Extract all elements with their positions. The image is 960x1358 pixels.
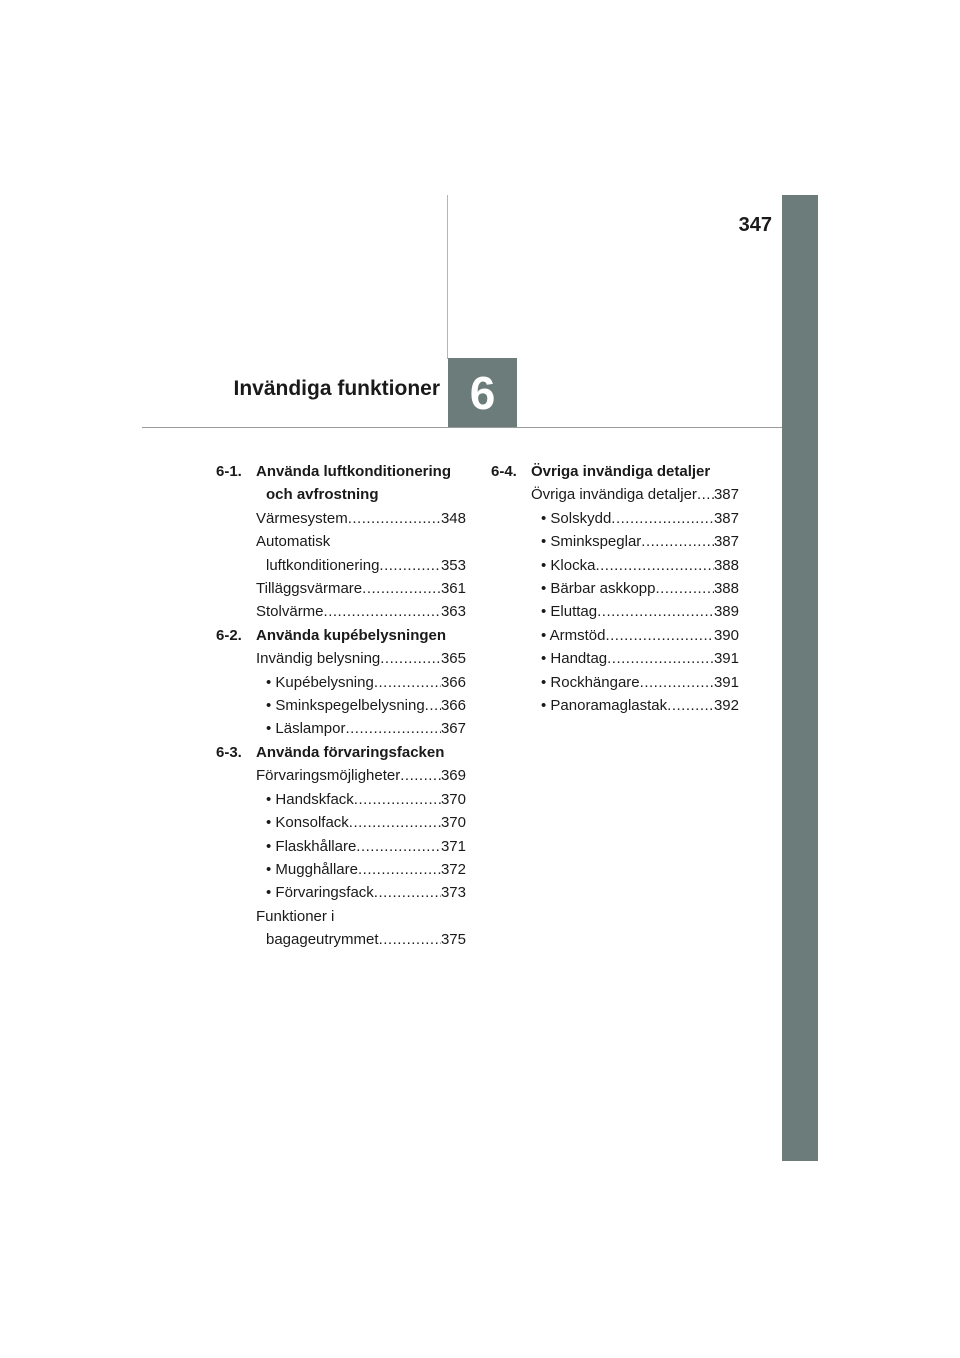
toc-entry — [216, 881, 466, 904]
toc-section-number: 6-4. — [491, 463, 517, 480]
toc-entry-text: • Bärbar askkopp — [541, 580, 656, 598]
toc-entry-page: 367 — [440, 720, 466, 738]
toc-entry — [491, 671, 739, 694]
header-divider-horizontal — [142, 427, 782, 428]
toc-entry-page: 392 — [713, 697, 739, 715]
toc-entry-page: 387 — [713, 486, 739, 504]
toc-entry — [491, 647, 739, 670]
toc-entry-page: 353 — [440, 556, 466, 574]
toc-entry — [216, 507, 466, 530]
toc-entry-text-continued: luftkonditionering — [266, 556, 380, 574]
toc-right-column — [491, 460, 739, 717]
toc-leader-dots — [374, 881, 441, 904]
toc-entry — [491, 507, 739, 530]
toc-leader-dots — [362, 577, 441, 600]
toc-left-column — [216, 460, 466, 952]
toc-entry-page: 387 — [713, 533, 739, 551]
toc-section-title: Använda kupébelysningen — [256, 626, 447, 644]
toc-entry-page: 372 — [440, 860, 466, 878]
toc-section-title: Använda luftkonditionering och avfrostning — [256, 463, 451, 504]
toc-leader-dots — [349, 811, 441, 834]
toc-entry — [216, 858, 466, 881]
chapter-number-box — [448, 358, 517, 427]
toc-entry-text: • Rockhängare — [541, 673, 640, 691]
toc-entry-text: • Sminkspeglar — [541, 533, 642, 551]
toc-section-number: 6-1. — [216, 463, 242, 480]
toc-entry — [216, 577, 466, 600]
toc-leader-dots — [345, 717, 441, 740]
toc-entry-page: 390 — [713, 626, 739, 644]
toc-entry — [216, 905, 466, 952]
toc-section-heading — [216, 741, 466, 764]
toc-entry-page: 366 — [440, 697, 466, 715]
toc-leader-dots — [697, 483, 714, 506]
toc-entry — [491, 577, 739, 600]
toc-section-number: 6-3. — [216, 743, 242, 761]
toc-leader-dots — [380, 647, 441, 670]
toc-entry — [491, 694, 739, 717]
toc-entry-page: 366 — [440, 673, 466, 691]
toc-entry-text: Stolvärme — [256, 603, 324, 621]
toc-entry — [491, 624, 739, 647]
toc-entry-text: • Klocka — [541, 556, 596, 574]
toc-leader-dots — [655, 577, 713, 600]
toc-entry-page: 373 — [440, 884, 466, 902]
toc-section-title: Övriga invändiga detaljer — [531, 463, 711, 480]
toc-entry-continuation — [256, 554, 466, 577]
toc-entry-text: • Mugghållare — [266, 860, 358, 878]
toc-section-heading — [216, 624, 466, 647]
toc-entry-page: 369 — [440, 767, 466, 785]
toc-leader-dots — [667, 694, 714, 717]
toc-leader-dots — [356, 835, 441, 858]
toc-leader-dots — [379, 554, 441, 577]
toc-entry-page: 389 — [713, 603, 739, 621]
toc-entry — [216, 694, 466, 717]
toc-leader-dots — [605, 624, 714, 647]
toc-leader-dots — [595, 554, 714, 577]
chapter-side-tab — [782, 195, 818, 1161]
toc-entry — [216, 835, 466, 858]
toc-section-title: Använda förvaringsfacken — [256, 743, 445, 761]
toc-entry — [216, 788, 466, 811]
toc-leader-dots — [379, 928, 441, 951]
toc-entry-page: 375 — [440, 931, 466, 949]
toc-entry-page: 391 — [713, 673, 739, 691]
page-number: 347 — [738, 214, 772, 236]
toc-leader-dots — [348, 507, 441, 530]
toc-section-heading — [216, 460, 466, 507]
toc-entry — [216, 717, 466, 740]
toc-entry-text: • Handskfack — [266, 790, 354, 808]
toc-entry-page: 388 — [713, 556, 739, 574]
toc-entry-page: 370 — [440, 814, 466, 832]
header-divider-vertical — [447, 195, 448, 359]
chapter-number: 6 — [469, 366, 496, 419]
toc-entry-page: 370 — [440, 790, 466, 808]
toc-entry-text: Övriga invändiga detaljer — [531, 486, 697, 504]
toc-entry — [491, 530, 739, 553]
toc-leader-dots — [374, 671, 441, 694]
toc-entry-page: 391 — [713, 650, 739, 668]
toc-entry-text: • Kupébelysning — [266, 673, 374, 691]
toc-entry — [216, 764, 466, 787]
toc-entry-page: 387 — [713, 509, 739, 527]
toc-entry-text: Värmesystem — [256, 509, 348, 527]
toc-entry-text: • Panoramaglastak — [541, 697, 668, 715]
toc-entry-text: Tilläggsvärmare — [256, 580, 363, 598]
toc-entry-text: Förvaringsmöjligheter — [256, 767, 401, 785]
toc-entry — [216, 811, 466, 834]
toc-entry-text: • Eluttag — [541, 603, 598, 621]
toc-leader-dots — [607, 647, 714, 670]
toc-entry — [216, 600, 466, 623]
toc-leader-dots — [358, 858, 441, 881]
toc-entry — [216, 530, 466, 577]
toc-entry — [491, 483, 739, 506]
toc-leader-dots — [324, 600, 441, 623]
toc-entry-text: • Sminkspegelbelysning — [266, 697, 425, 715]
toc-entry-text: • Armstöd — [541, 626, 606, 644]
toc-entry-page: 361 — [440, 580, 466, 598]
toc-leader-dots — [611, 507, 714, 530]
toc-leader-dots — [597, 600, 714, 623]
toc-entry — [216, 647, 466, 670]
toc-entry-text: Automatisk — [256, 533, 331, 551]
toc-entry-text: • Läslampor — [266, 720, 346, 738]
toc-entry — [491, 554, 739, 577]
toc-entry-text: • Handtag — [541, 650, 608, 668]
toc-leader-dots — [640, 671, 714, 694]
toc-leader-dots — [400, 764, 441, 787]
toc-leader-dots — [354, 788, 441, 811]
toc-leader-dots — [425, 694, 441, 717]
toc-entry-page: 365 — [440, 650, 466, 668]
toc-entry-page: 363 — [440, 603, 466, 621]
toc-entry-text: • Flaskhållare — [266, 837, 357, 855]
toc-entry-page: 388 — [713, 580, 739, 598]
toc-entry-text: • Konsolfack — [266, 814, 349, 832]
toc-leader-dots — [641, 530, 714, 553]
toc-entry-text: • Förvaringsfack — [266, 884, 374, 902]
toc-entry-text: • Solskydd — [541, 509, 612, 527]
toc-entry-text: Invändig belysning — [256, 650, 381, 668]
toc-entry-text-continued: bagageutrymmet — [266, 931, 379, 949]
toc-entry — [216, 671, 466, 694]
toc-entry-continuation — [256, 928, 466, 951]
toc-section-number: 6-2. — [216, 626, 242, 644]
chapter-title: Invändiga funktioner — [233, 377, 440, 400]
toc-section-heading — [491, 460, 739, 483]
toc-entry-page: 371 — [440, 837, 466, 855]
toc-entry-text: Funktioner i — [256, 907, 335, 925]
toc-entry — [491, 600, 739, 623]
toc-entry-page: 348 — [440, 509, 466, 527]
